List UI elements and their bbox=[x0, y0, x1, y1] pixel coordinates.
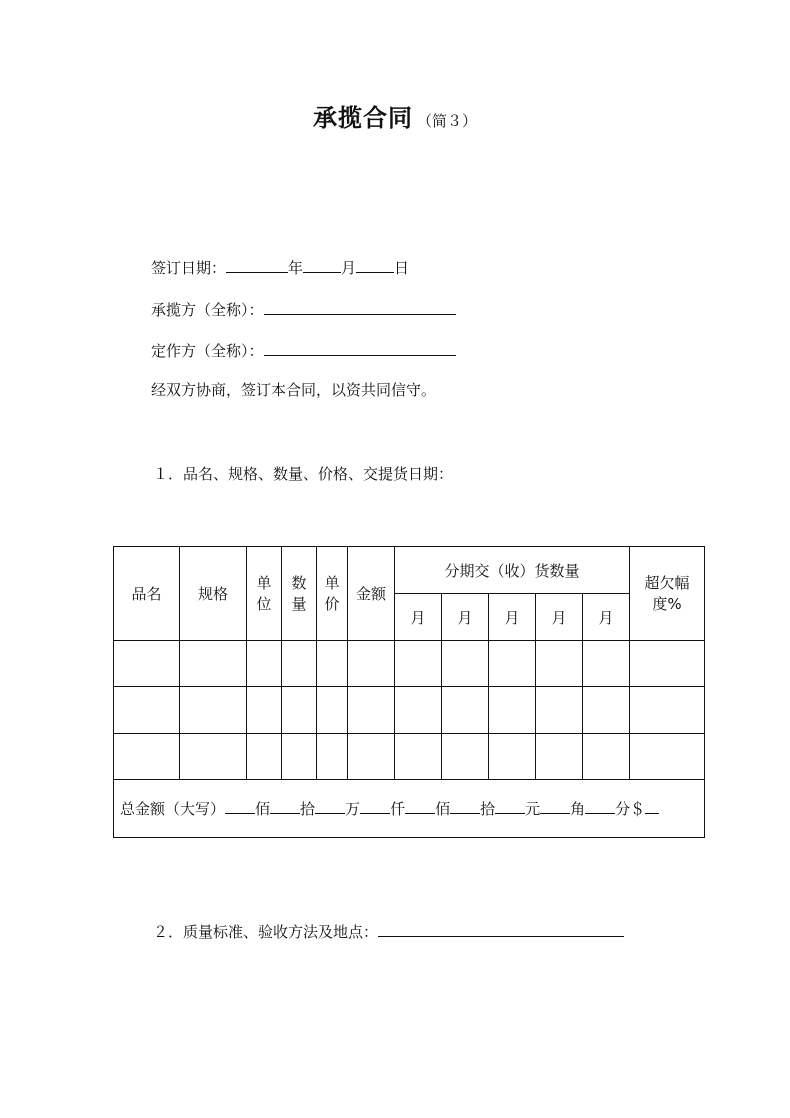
table-cell[interactable] bbox=[282, 733, 317, 779]
table-cell[interactable] bbox=[442, 733, 489, 779]
header-month-4: 月 bbox=[536, 594, 583, 641]
blank[interactable] bbox=[645, 799, 659, 814]
section-2-heading: ２．质量标准、验收方法及地点： bbox=[153, 923, 379, 941]
header-price: 单 价 bbox=[317, 547, 348, 641]
blank[interactable] bbox=[450, 799, 480, 814]
total-label: 总金额（大写） bbox=[120, 799, 226, 818]
table-cell[interactable] bbox=[583, 641, 630, 687]
section-1-heading: １．品名、规格、数量、价格、交提货日期： bbox=[153, 465, 454, 483]
table-cell[interactable] bbox=[630, 641, 705, 687]
unit-label: 佰 bbox=[255, 799, 271, 818]
table-cell[interactable] bbox=[630, 687, 705, 733]
table-cell[interactable] bbox=[247, 733, 282, 779]
table-cell[interactable] bbox=[442, 687, 489, 733]
year-blank[interactable] bbox=[226, 256, 288, 273]
document-title bbox=[0, 98, 790, 133]
table-cell[interactable] bbox=[317, 733, 348, 779]
contractor-blank[interactable] bbox=[264, 298, 456, 315]
unit-label: 拾 bbox=[480, 799, 496, 818]
goods-table bbox=[113, 546, 705, 838]
blank[interactable] bbox=[540, 799, 570, 814]
unit-label: 分＄ bbox=[615, 799, 646, 818]
month-blank[interactable] bbox=[303, 256, 341, 273]
header-month-2: 月 bbox=[442, 594, 489, 641]
header-spec: 规格 bbox=[180, 547, 247, 641]
day-label: 日 bbox=[394, 259, 410, 277]
header-month-1: 月 bbox=[395, 594, 442, 641]
table-cell[interactable] bbox=[247, 687, 282, 733]
orderer-label: 定作方（全称）： bbox=[151, 342, 264, 360]
unit-label: 佰 bbox=[435, 799, 451, 818]
sign-date-label: 签订日期： bbox=[151, 259, 227, 277]
blank[interactable] bbox=[270, 799, 300, 814]
blank[interactable] bbox=[360, 799, 390, 814]
header-over-under: 超欠幅 度% bbox=[630, 547, 705, 641]
total-amount-row bbox=[114, 779, 705, 837]
blank[interactable] bbox=[405, 799, 435, 814]
table-cell[interactable] bbox=[395, 641, 442, 687]
header-name: 品名 bbox=[114, 547, 180, 641]
table-cell[interactable] bbox=[489, 687, 536, 733]
sign-date-line bbox=[151, 256, 409, 278]
title-sub: （简３） bbox=[416, 112, 477, 130]
table-cell[interactable] bbox=[114, 641, 180, 687]
table-cell[interactable] bbox=[583, 687, 630, 733]
header-month-5: 月 bbox=[583, 594, 630, 641]
table-row bbox=[114, 733, 705, 779]
table-cell[interactable] bbox=[282, 641, 317, 687]
contractor-label: 承揽方（全称）： bbox=[151, 301, 264, 319]
table-cell[interactable] bbox=[536, 641, 583, 687]
day-blank[interactable] bbox=[356, 256, 394, 273]
table-cell[interactable] bbox=[180, 641, 247, 687]
header-installments: 分期交（收）货数量 bbox=[395, 547, 630, 594]
header-month-3: 月 bbox=[489, 594, 536, 641]
table-cell[interactable] bbox=[395, 733, 442, 779]
blank[interactable] bbox=[585, 799, 615, 814]
unit-label: 角 bbox=[570, 799, 586, 818]
table-cell[interactable] bbox=[489, 641, 536, 687]
table-cell[interactable] bbox=[536, 687, 583, 733]
table-cell[interactable] bbox=[114, 687, 180, 733]
table-cell[interactable] bbox=[489, 733, 536, 779]
table-cell[interactable] bbox=[348, 641, 395, 687]
contractor-line bbox=[151, 298, 456, 320]
blank[interactable] bbox=[315, 799, 345, 814]
orderer-blank[interactable] bbox=[264, 339, 456, 356]
table-cell[interactable] bbox=[348, 687, 395, 733]
year-label: 年 bbox=[288, 259, 304, 277]
header-unit: 单 位 bbox=[247, 547, 282, 641]
table-cell[interactable] bbox=[180, 687, 247, 733]
agreement-text: 经双方协商，签订本合同，以资共同信守。 bbox=[151, 381, 437, 399]
table-cell[interactable] bbox=[282, 687, 317, 733]
header-qty: 数 量 bbox=[282, 547, 317, 641]
blank[interactable] bbox=[225, 799, 255, 814]
table-cell[interactable] bbox=[536, 733, 583, 779]
table-cell[interactable] bbox=[583, 733, 630, 779]
orderer-line bbox=[151, 339, 456, 361]
unit-label: 元 bbox=[525, 799, 541, 818]
table-cell[interactable] bbox=[395, 687, 442, 733]
section-2-line bbox=[153, 920, 624, 942]
table-row bbox=[114, 641, 705, 687]
table-cell[interactable] bbox=[442, 641, 489, 687]
blank[interactable] bbox=[495, 799, 525, 814]
table-cell[interactable] bbox=[630, 733, 705, 779]
table-cell[interactable] bbox=[348, 733, 395, 779]
unit-label: 万 bbox=[345, 799, 361, 818]
title-main: 承揽合同 bbox=[312, 104, 413, 132]
table-row bbox=[114, 687, 705, 733]
table-cell[interactable] bbox=[317, 641, 348, 687]
quality-blank[interactable] bbox=[378, 920, 624, 937]
table-cell[interactable] bbox=[114, 733, 180, 779]
header-amount: 金额 bbox=[348, 547, 395, 641]
table-cell[interactable] bbox=[317, 687, 348, 733]
table-cell[interactable] bbox=[180, 733, 247, 779]
unit-label: 仟 bbox=[390, 799, 406, 818]
month-label: 月 bbox=[341, 259, 357, 277]
unit-label: 拾 bbox=[300, 799, 316, 818]
table-cell[interactable] bbox=[247, 641, 282, 687]
